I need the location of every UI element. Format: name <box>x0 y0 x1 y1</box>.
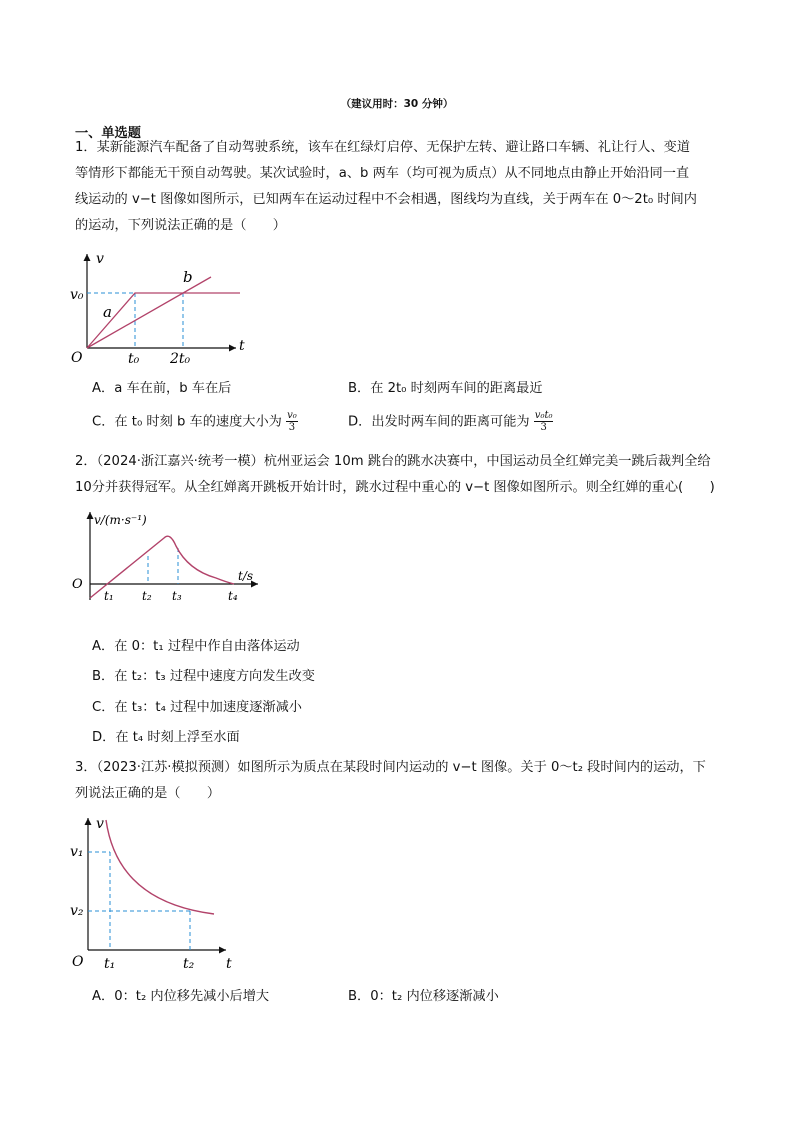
t-axis-label: t/s <box>238 569 254 583</box>
question-2-line: 10分并获得冠军。从全红婵离开跳板开始计时，跳水过程中重心的 v−t 图像如图所示。则全红婵的重心( ) <box>75 480 715 495</box>
t1-label: t₁ <box>104 589 114 603</box>
question-1-line: 1．某新能源汽车配备了自动驾驶系统，该车在红绿灯启停、无保护左转、避让路口车辆、礼让行人、变道 <box>75 140 691 155</box>
velocity-curve <box>106 820 214 914</box>
q1-option-c[interactable] <box>92 410 298 433</box>
question-3-text <box>75 755 725 807</box>
origin-label: O <box>72 954 84 970</box>
line-a-label: a <box>103 303 112 321</box>
question-1-line: 线运动的 v−t 图像如图所示，已知两车在运动过程中不会相遇，图线均为直线，关于两车在 0～2t₀ 时间内 <box>75 192 697 207</box>
t3-label: t₃ <box>172 589 182 603</box>
fraction-denominator: 3 <box>540 422 547 433</box>
q1-option-d-fraction <box>534 410 554 433</box>
question-1-text <box>75 135 725 239</box>
v0-label: v₀ <box>70 287 84 303</box>
t1-label: t₁ <box>104 956 116 972</box>
section-title: 一、单选题 <box>75 126 141 141</box>
question-2-vt-graph <box>66 506 266 606</box>
question-3-line: 3．（2023·江苏·模拟预测）如图所示为质点在某段时间内运动的 v−t 图像。关于 0～t₂ 段时间内的运动，下 <box>75 760 706 775</box>
question-3-line: 列说法正确的是（ ） <box>75 786 221 801</box>
q1-option-c-fraction <box>286 410 298 433</box>
q1-option-d[interactable] <box>348 410 553 433</box>
v-axis-label: v/(m·s⁻¹) <box>94 513 147 527</box>
t2-label: t₂ <box>142 589 152 603</box>
v2-label: v₂ <box>70 903 84 919</box>
q1-option-c-text: C．在 t₀ 时刻 b 车的速度大小为 <box>92 414 282 430</box>
t-axis-label: t <box>226 956 232 972</box>
question-1-vt-graph <box>66 246 256 366</box>
q1-option-a[interactable]: A．a 车在前，b 车在后 <box>92 381 232 396</box>
t2-label: t₂ <box>183 956 195 972</box>
question-1-line: 的运动，下列说法正确的是（ ） <box>75 218 286 233</box>
t0-label: t₀ <box>128 351 140 366</box>
2t0-label: 2t₀ <box>170 351 191 366</box>
time-hint: （建议用时：30 分钟） <box>340 98 454 110</box>
question-1-line: 等情形下都能无干预自动驾驶。某次试验时，a、b 两车（均可视为质点）从不同地点由静止开始沿同一直 <box>75 166 690 181</box>
t-axis-label: t <box>239 338 245 354</box>
origin-label: O <box>72 577 83 592</box>
q2-option-c[interactable]: C．在 t₃：t₄ 过程中加速度逐渐减小 <box>92 700 302 715</box>
question-2-line: 2．（2024·浙江嘉兴·统考一模）杭州亚运会 10m 跳台的跳水决赛中，中国运动员全红婵完美一跳后裁判全给 <box>75 454 711 469</box>
question-3-vt-graph <box>66 810 246 975</box>
q1-option-b[interactable]: B．在 2t₀ 时刻两车间的距离最近 <box>348 381 543 396</box>
v-axis-label: v <box>96 816 104 832</box>
fraction-numerator: v₀ <box>287 410 297 421</box>
q3-option-b[interactable]: B．0：t₂ 内位移逐渐减小 <box>348 989 499 1004</box>
q1-option-d-text: D．出发时两车间的距离可能为 <box>348 414 530 430</box>
fraction-numerator: v₀t₀ <box>534 410 553 421</box>
v1-label: v₁ <box>70 844 84 860</box>
question-2-text <box>75 449 725 501</box>
q2-option-a[interactable]: A．在 0：t₁ 过程中作自由落体运动 <box>92 639 300 654</box>
v-axis-label: v <box>96 251 104 267</box>
line-b-label: b <box>183 268 193 286</box>
q2-option-b[interactable]: B．在 t₂：t₃ 过程中速度方向发生改变 <box>92 669 315 684</box>
q2-option-d[interactable]: D．在 t₄ 时刻上浮至水面 <box>92 730 240 745</box>
origin-label: O <box>71 350 83 366</box>
fraction-denominator: 3 <box>288 422 296 433</box>
t4-label: t₄ <box>228 589 238 603</box>
q3-option-a[interactable]: A．0：t₂ 内位移先减小后增大 <box>92 989 270 1004</box>
